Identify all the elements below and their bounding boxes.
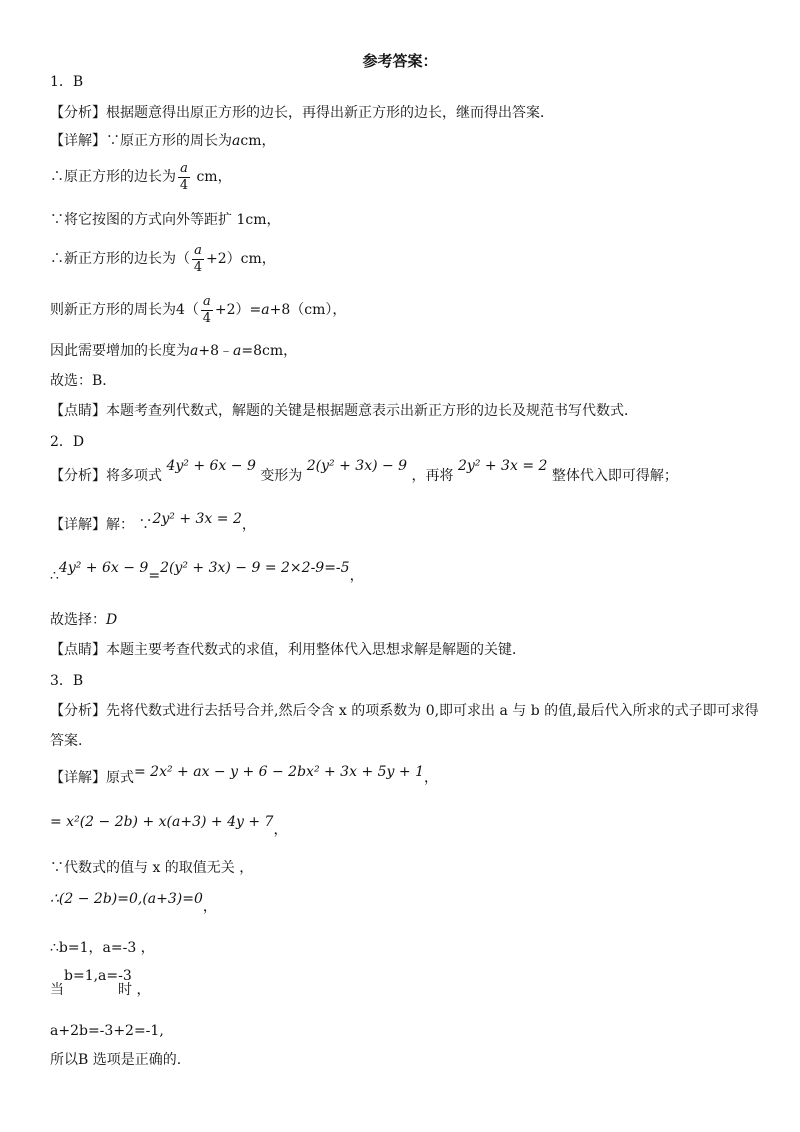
- q1-frac-den: 4: [179, 177, 189, 193]
- q1-detail-line: [50, 131, 275, 151]
- q1-perim-a: a: [261, 302, 270, 318]
- q1-analysis: 【分析】根据题意得出原正方形的边长，再得出新正方形的边长，继而得出答案．: [50, 105, 554, 121]
- q1-increase-line: [50, 341, 297, 361]
- q2-expr4: 2y² + 3x = 2: [152, 511, 242, 527]
- q2-expr5a: 4y² + 6x − 9: [58, 560, 149, 576]
- q3-comma-3: ，: [202, 899, 217, 915]
- q3-expr2: = x²(2 − 2b) + x(a+3) + 4y + 7: [50, 814, 274, 830]
- q1-expand: ∵将它按图的方式向外等距扩 1cm，: [50, 212, 281, 228]
- q2-therefore: ∴: [50, 568, 59, 584]
- q2-eq: =: [148, 568, 161, 584]
- q1-new-side-prefix: ∴新正方形的边长为（: [50, 251, 190, 267]
- q2-expr3: 2y² + 3x = 2: [458, 458, 548, 474]
- q2-expr5b: 2(y² + 3x) − 9 = 2×2-9=-5: [160, 560, 350, 576]
- q3-comma-1: ，: [423, 770, 438, 786]
- q2-because: ∵: [138, 517, 153, 533]
- q2-analysis-3: ，再将: [411, 468, 454, 484]
- q1-frac3-den: 4: [202, 310, 212, 326]
- q1-side-line: [50, 160, 232, 194]
- q1-perim-mid: +2）=: [214, 302, 262, 318]
- q2-expr1: 4y² + 6x − 9: [166, 458, 256, 474]
- q1-frac-num: a: [180, 160, 188, 176]
- q2-detail-line: [50, 511, 256, 535]
- q3-answer: 3．B: [50, 673, 84, 689]
- q3-when-post: 时 ，: [118, 982, 151, 998]
- q1-fraction-2: [192, 243, 204, 276]
- q3-conclusion: 所以B 选项是正确的.: [50, 1052, 182, 1068]
- q3-analysis-1: 【分析】先将代数式进行去括号合并,然后令含 x 的项系数为 0,即可求出 a 与 b 的值,最后代入所求的式子即可求得: [50, 703, 759, 719]
- q1-increase-a1: a: [190, 343, 199, 359]
- q1-frac3-num: a: [203, 293, 211, 309]
- q3-detail-line: [50, 764, 438, 788]
- q2-analysis-1: 【分析】将多项式: [50, 468, 162, 484]
- q3-comma-2: ，: [273, 822, 288, 838]
- q1-detail-prefix: 【详解】∵原正方形的周长为: [50, 133, 232, 149]
- q1-var-a: a: [232, 133, 241, 149]
- q3-calc: a+2b=-3+2=-1,: [50, 1023, 164, 1039]
- q1-side-prefix: ∴原正方形的边长为: [50, 169, 176, 185]
- q2-expr2: 2(y² + 3x) − 9: [306, 458, 408, 474]
- q3-when-val: b=1,a=-3: [64, 968, 132, 984]
- q1-frac2-den: 4: [193, 259, 203, 275]
- q2-calc-line: [50, 560, 364, 586]
- q3-result: ∴b=1，a=-3 ，: [50, 940, 155, 956]
- q2-analysis-4: 整体代入即可得解；: [551, 468, 678, 484]
- q2-choose-line: [50, 610, 117, 630]
- q1-choose: 故选：B．: [50, 373, 117, 389]
- q3-when-pre: 当: [50, 982, 64, 998]
- q2-answer: 2．D: [50, 434, 85, 450]
- q3-expr1: = 2x² + ax − y + 6 − 2bx² + 3x + 5y + 1: [134, 764, 424, 780]
- q1-perimeter-line: [50, 292, 346, 328]
- q1-side-suffix: cm，: [192, 169, 232, 185]
- q1-cm: cm，: [240, 133, 276, 149]
- q1-comment: 【点睛】本题考查列代数式，解题的关键是根据题意表示出新正方形的边长及规范书写代数式．: [50, 403, 638, 419]
- q2-analysis-2: 变形为: [260, 468, 303, 484]
- q2-comma: ，: [241, 517, 256, 533]
- q3-cond: ∴(2 − 2b)=0,(a+3)=0: [50, 891, 203, 907]
- q1-increase-mid1: +8﹣: [198, 343, 233, 359]
- q3-detail-prefix: 【详解】原式: [50, 770, 134, 786]
- q2-analysis-line: [50, 458, 678, 486]
- q2-choose-letter: D: [106, 612, 118, 628]
- page-title: 参考答案：: [362, 52, 438, 70]
- q1-frac2-num: a: [194, 242, 202, 258]
- q1-new-side-line: [50, 241, 276, 277]
- q1-perim-prefix: 则新正方形的周长为4（: [50, 302, 199, 318]
- q3-analysis-2: 答案.: [50, 733, 83, 749]
- q3-cond-line: [50, 889, 217, 915]
- q1-increase-a2: a: [233, 343, 242, 359]
- q2-choose-prefix: 故选择：: [50, 612, 106, 628]
- q1-increase-mid2: =8cm，: [241, 343, 298, 359]
- q2-comma-2: ，: [349, 568, 364, 584]
- q3-expr2-line: [50, 812, 288, 838]
- q2-comment: 【点睛】本题主要考查代数式的求值，利用整体代入思想求解是解题的关键．: [50, 642, 526, 658]
- q1-answer: 1．B: [50, 74, 84, 90]
- q1-increase-prefix: 因此需要增加的长度为: [50, 343, 190, 359]
- q3-independent: ∵代数式的值与 x 的取值无关 ，: [50, 860, 254, 876]
- q1-perim-suffix: +8（cm），: [269, 302, 347, 318]
- q2-detail-prefix: 【详解】解：: [50, 517, 134, 533]
- q1-fraction-3: [201, 294, 213, 327]
- q1-fraction: [178, 161, 190, 194]
- q1-new-side-suffix: +2）cm，: [206, 251, 276, 267]
